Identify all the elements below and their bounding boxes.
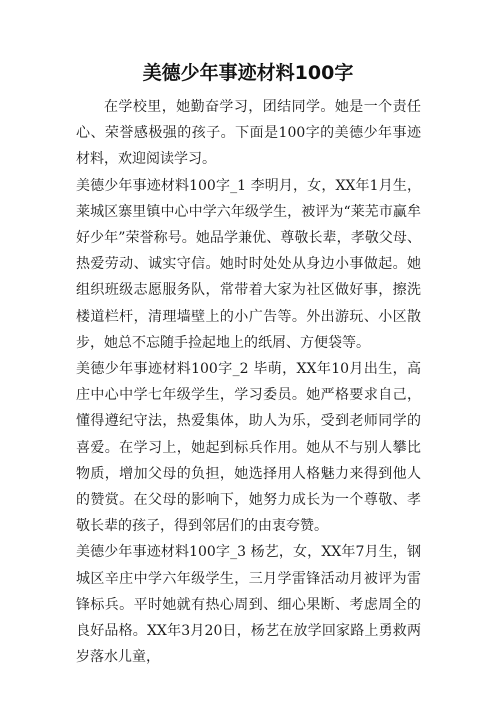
section-heading: 美德少年事迹材料100字_2: [76, 361, 249, 378]
document-body: [76, 94, 421, 670]
intro-paragraph: 在学校里，她勤奋学习，团结同学。她是一个责任心、荣誉感极强的孩子。下面是100字的美德少年事迹材料，欢迎阅读学习。: [76, 99, 421, 168]
section-heading: 美德少年事迹材料100字_3: [76, 544, 247, 561]
section-text: 毕萌，XX年10月出生，高庄中心中学七年级学生，学习委员。她严格要求自己，懂得遵纪守法，热爱集体，助人为乐，受到老师同学的喜爱。在学习上，她起到标兵作用。她从不与别人攀比物质，增加父母的负担，她选择用人格魅力来得到他人的赞赏。在父母的影响下，她努力成长为一个尊敬、孝敬长辈的孩子，得到邻居们的由衷夸赞。: [76, 361, 421, 535]
section-text: 李明月，女，XX年1月生，莱城区寨里镇中心中学六年级学生，被评为“莱芜市赢牟好少年”荣誉称号。她品学兼优、尊敬长辈，孝敬父母、热爱劳动、诚实守信。她时时处处从身边小事做起。她组织班级志愿服务队，常带着大家为社区做好事，擦洗楼道栏杆，清理墙壁上的小广告等。外出游玩、小区散步，她总不忘随手捡起地上的纸屑、方便袋等。: [76, 177, 421, 351]
section-text: 杨艺，女，XX年7月生，钢城区辛庄中学六年级学生，三月学雷锋活动月被评为雷锋标兵。平时她就有热心周到、细心果断、考虑周全的良好品格。XX年3月20日，杨艺在放学回家路上勇救两岁落水儿童，: [76, 544, 421, 666]
section-heading: 美德少年事迹材料100字_1: [76, 177, 247, 194]
section-paragraph: [76, 173, 421, 356]
section-paragraph: [76, 356, 421, 539]
document-title: 美德少年事迹材料100字: [142, 62, 354, 84]
section-paragraph: [76, 539, 421, 670]
